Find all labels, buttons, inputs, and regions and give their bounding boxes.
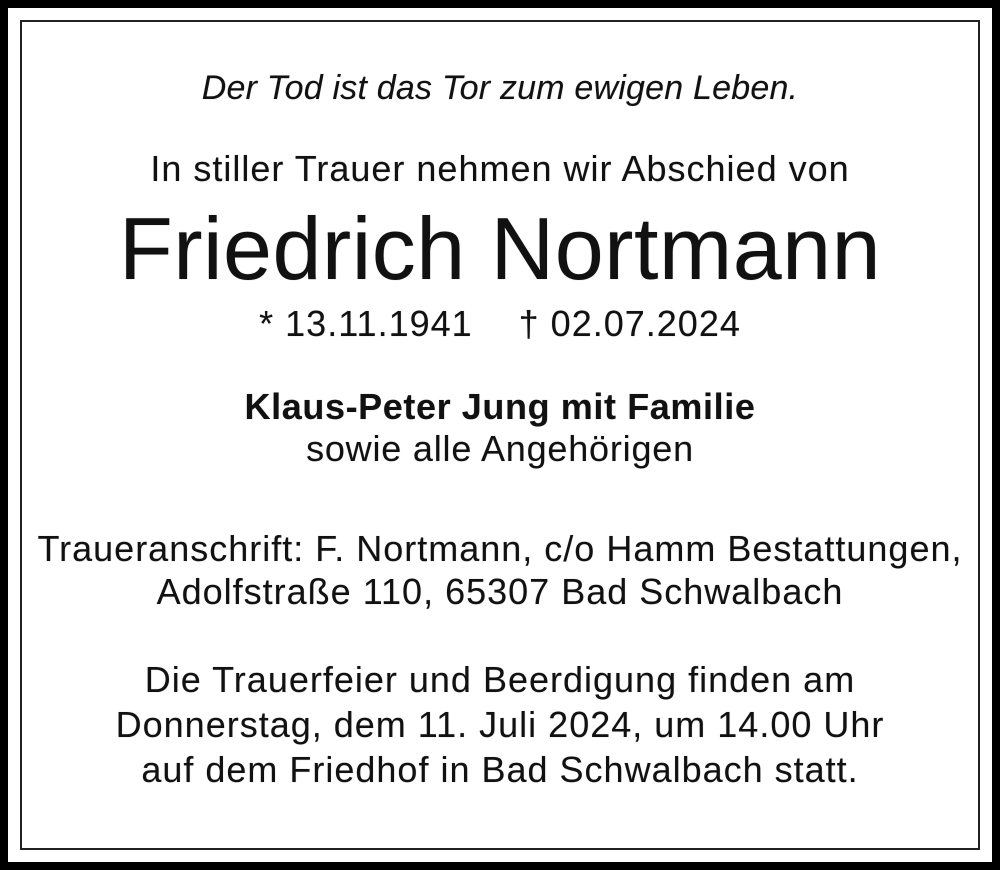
funeral-info-line-1: Die Trauerfeier und Beerdigung finden am (144, 659, 856, 700)
funeral-info-line-2: Donnerstag, dem 11. Juli 2024, um 14.00 Uhr (115, 704, 885, 745)
deceased-name: Friedrich Nortmann (118, 199, 882, 298)
life-dates (0, 303, 1000, 344)
condolence-address-line-1: Traueranschrift: F. Nortmann, c/o Hamm Bestattungen, (37, 528, 963, 569)
epigraph: Der Tod ist das Tor zum ewigen Leben. (201, 69, 799, 107)
mourner-line-primary: Klaus-Peter Jung mit Familie (244, 386, 756, 427)
funeral-info-line-3: auf dem Friedhof in Bad Schwalbach statt. (141, 749, 859, 790)
intro-line: In stiller Trauer nehmen wir Abschied von (150, 148, 850, 189)
condolence-address-line-2: Adolfstraße 110, 65307 Bad Schwalbach (156, 571, 844, 612)
mourner-line-secondary: sowie alle Angehörigen (306, 428, 694, 469)
death-date: † 02.07.2024 (518, 303, 741, 344)
birth-date: * 13.11.1941 (259, 303, 473, 344)
